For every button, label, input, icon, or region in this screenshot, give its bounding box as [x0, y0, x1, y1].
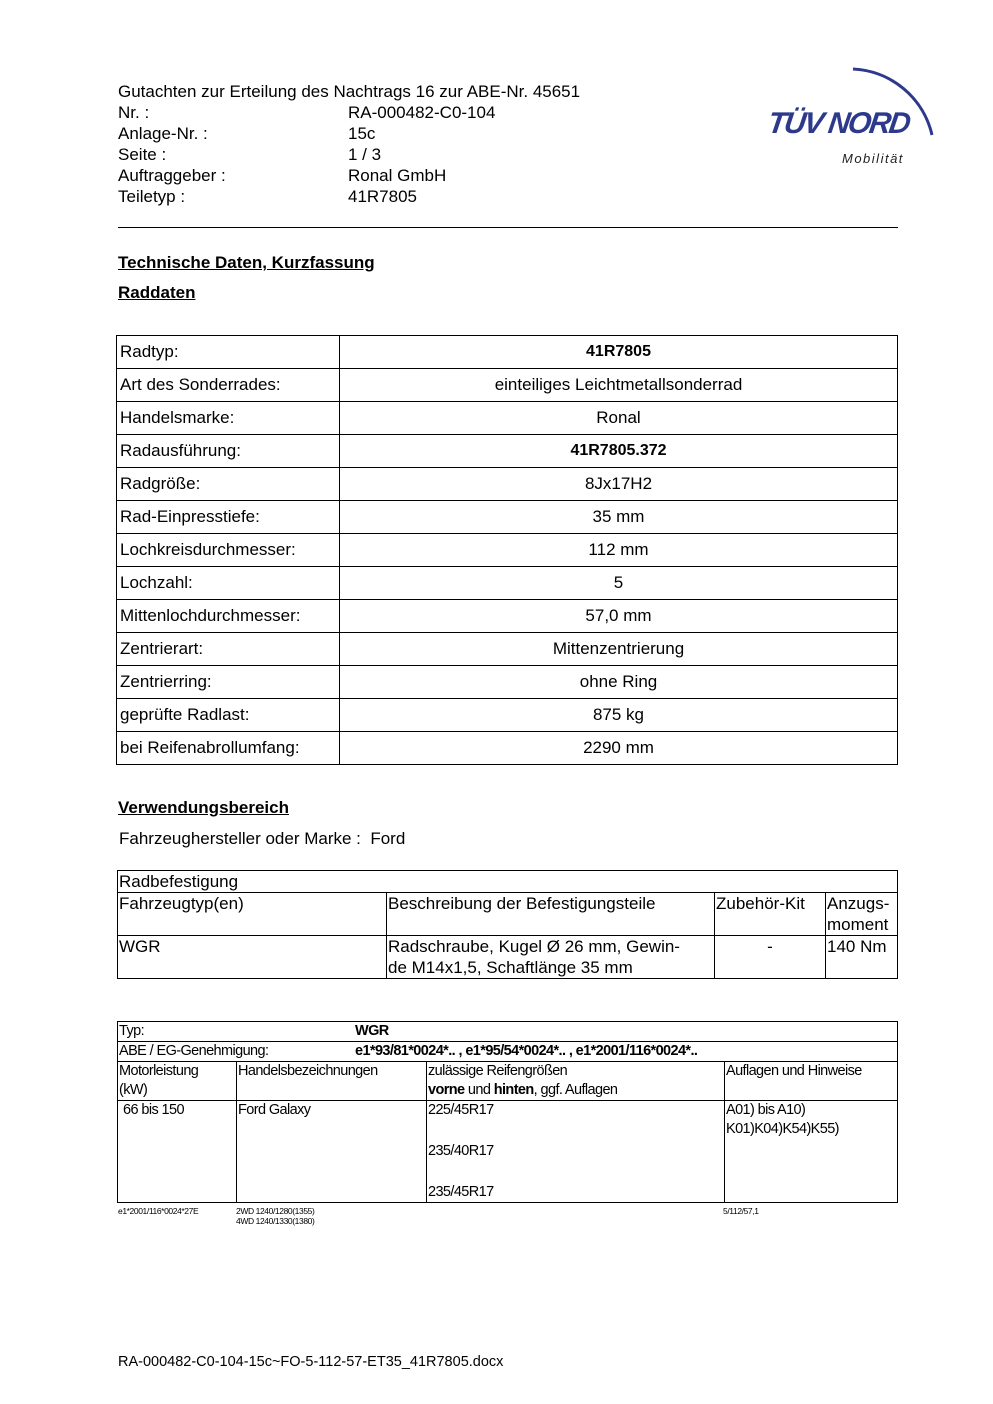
- logo-subtitle: Mobilität: [842, 151, 904, 166]
- logo-brand: TÜV NORD: [765, 107, 912, 140]
- table-row: Radbefestigung: [118, 871, 898, 893]
- table-row: 66 bis 150 Ford Galaxy 225/45R17 235/40R17 235/45R17 A01) bis A10) K01)K04)K54)K55): [118, 1101, 898, 1203]
- header-row-teiletyp: Teiletyp : 41R7805: [118, 187, 418, 206]
- table-header-row: Fahrzeugtyp(en) Beschreibung der Befestigungsteile Zubehör-Kit Anzugs- moment: [118, 893, 898, 936]
- typ-table: [117, 1021, 898, 1203]
- manufacturer-line: Fahrzeughersteller oder Marke : Ford: [119, 829, 406, 848]
- header-row-anlage: Anlage-Nr. : 15c: [118, 124, 376, 143]
- table-row: Handelsmarke: Ronal: [117, 402, 898, 435]
- footnote-approval: e1*2001/116*0024*27E: [118, 1206, 199, 1216]
- footnote-axle-2wd: 2WD 1240/1280(1355): [236, 1206, 315, 1216]
- table-row: Radgröße: 8Jx17H2: [117, 468, 898, 501]
- table-row: Typ: WGR: [118, 1022, 898, 1042]
- header-row-auftraggeber: Auftraggeber : Ronal GmbH: [118, 166, 447, 185]
- befestigung-table: [117, 870, 898, 979]
- table-row: geprüfte Radlast: 875 kg: [117, 699, 898, 732]
- table-row: Zentrierring: ohne Ring: [117, 666, 898, 699]
- table-row: Lochzahl: 5: [117, 567, 898, 600]
- footnote-bolt: 5/112/57,1: [723, 1206, 759, 1216]
- tuv-nord-logo: [760, 55, 945, 170]
- table-row: Radtyp: 41R7805: [117, 336, 898, 369]
- table-header-row: Motorleistung (kW) Handelsbezeichnungen zulässige Reifengrößen vorne und hinten, ggf. Auflagen Auflagen und Hinweise: [118, 1062, 898, 1101]
- table-row: Mittenlochdurchmesser: 57,0 mm: [117, 600, 898, 633]
- header-row-seite: Seite : 1 / 3: [118, 145, 382, 164]
- table-row: Lochkreisdurchmesser: 112 mm: [117, 534, 898, 567]
- footer-filename: RA-000482-C0-104-15c~FO-5-112-57-ET35_41R7805.docx: [118, 1354, 504, 1370]
- heading-raddaten: Raddaten: [118, 283, 196, 302]
- raddaten-table: [116, 335, 898, 765]
- footnote-axle-4wd: 4WD 1240/1330(1380): [236, 1216, 315, 1226]
- heading-tech-data: Technische Daten, Kurzfassung: [118, 253, 375, 272]
- table-row: Rad-Einpresstiefe: 35 mm: [117, 501, 898, 534]
- table-row: Radausführung: 41R7805.372: [117, 435, 898, 468]
- table-row: bei Reifenabrollumfang: 2290 mm: [117, 732, 898, 765]
- document-title: Gutachten zur Erteilung des Nachtrags 16 zur ABE-Nr. 45651: [118, 82, 581, 101]
- heading-verwendungsbereich: Verwendungsbereich: [118, 798, 289, 817]
- table-row: ABE / EG-Genehmigung: e1*93/81*0024*.. , e1*95/54*0024*.. , e1*2001/116*0024*..: [118, 1042, 898, 1062]
- table-row: WGR Radschraube, Kugel Ø 26 mm, Gewin- de M14x1,5, Schaftlänge 35 mm - 140 Nm: [118, 936, 898, 979]
- header-row-nr: Nr. : RA-000482-C0-104: [118, 103, 496, 122]
- header-divider: [118, 227, 898, 228]
- table-row: Zentrierart: Mittenzentrierung: [117, 633, 898, 666]
- table-row: Art des Sonderrades: einteiliges Leichtmetallsonderrad: [117, 369, 898, 402]
